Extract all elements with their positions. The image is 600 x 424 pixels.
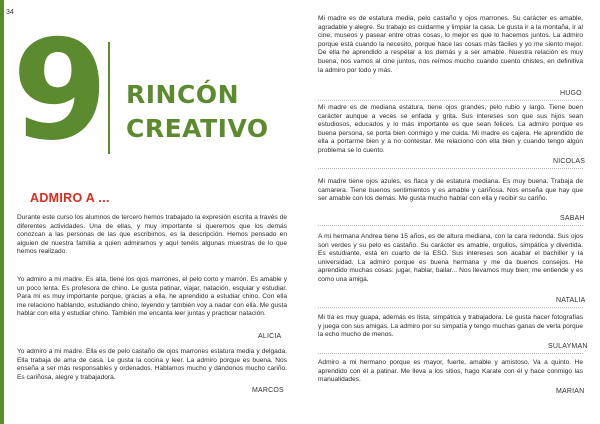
entry-author: ALICIA — [258, 333, 282, 340]
entry-author: HUGO — [560, 90, 582, 97]
entry-text: Yo admiro a mi madre. Es alta, tiene los ojos marrones, el pelo corto y marrón. Es amable y un poco lenta. Es profesora de chino. Le gusta patinar, viajar, natación, esquiar y estudiar. Para mí es muy importante porque, gracias a ella, he aprendido a estudiar chino. Con ella me relaciono hablando, estudiando chino, leyendo y también voy a nadar con ella. Me gusta hablar con ella y estudiar chino. También me encanta leer juntas y practicar natación. — [17, 276, 287, 318]
entry-divider — [318, 307, 583, 308]
entry-author: NATALIA — [556, 297, 586, 304]
entry-author: MARCOS — [252, 387, 284, 394]
section-subtitle: ADMIRO A ... — [30, 191, 110, 205]
title-line-1: RINCÓN — [126, 80, 239, 109]
chapter-number: 9 — [12, 10, 105, 171]
entry-divider — [318, 353, 583, 354]
entry-author: MARIAN — [556, 388, 585, 395]
entry-text: Admiro a mi hermano porque es mayor, fuerte, amable y amistoso. Va a quinto. He aprendido con él a patinar. Me lleva a los sitios, hago Karate con él y hace conmigo las manualidades. — [318, 359, 583, 384]
entry-text: Yo admiro a mi madre. Ella es de pelo castaño de ojos marrones estatura media y delgada. Ella trabaja de ama de casa. Le gusta la cocina y leer. La admiro porque es buena. Nos enseña a ser más responsables y ordenados. Hablamos mucho y dándonos mucho cariño. Es cariñosa, alegre y trabajadora. — [17, 348, 287, 381]
entry-text: Mi madre tiene ojos azules, es flaca y de estatura mediana. Es muy buena. Trabaja de camarera. Tiene buenos sentimientos y es amable y cariñosa. Nos enseña que hay que ser amable con los demás. Me gusta mucho hablar con ella y recibir su cariño. — [318, 178, 583, 203]
entry-author: NICOLAS — [553, 158, 586, 165]
title-line-2: CREATIVO — [126, 114, 269, 143]
entry-divider — [318, 100, 583, 101]
page-edge-strip — [0, 0, 4, 424]
entry-author: SULAYMAN — [548, 343, 588, 350]
entry-divider — [318, 168, 583, 169]
entry-author: SABAH — [560, 215, 585, 222]
title-divider — [108, 42, 110, 154]
page-number: 34 — [6, 9, 14, 16]
entry-divider — [318, 225, 583, 226]
entry-text: Mi madre es de mediana estatura, tiene ojos grandes, pelo rubio y largo. Tiene buen carácter aunque a veces se enfada y grita. Sus intereses son que sus hijos sean estudiosos, educados y lo más importante es que sean felices. La admiro porque es buena persona, se porta bien conmigo y me cuida. Mi madre es cajera. He aprendido de ella a portarme bien y a no contestar. Me relaciono con ella bien y cuando tengo algún problema se lo cuento. — [318, 104, 583, 154]
page-title — [126, 78, 269, 146]
intro-paragraph: Durante este curso los alumnos de tercero hemos trabajado la expresión escrita a través de diferentes actividades. Una de ellas, y muy importante si queremos que los demás conozcan a las personas de las que escribimos, es la descripción. Hemos pensado en alguien de nuestra familia a quien admiramos y aquí tenéis algunas muestras de lo que hemos realizado. — [17, 214, 287, 256]
entry-text: Mi tía es muy guapa, además es lista, simpática y trabajadora. Le gusta hacer fotografías y juega con sus amigas. La admiro por su simpatía y tengo muchas ganas de verla porque la echo mucho de menos. — [318, 314, 583, 339]
entry-text: Mi madre es de estatura media, pelo castaño y ojos marrones. Su carácter es amable, agradable y alegre. Su trabajo es cuidarme y limpiar la casa. Le gusta ir a la montaña, ir al cine, museos y pasear entre otras cosas, lo mejor es que lo hacemos juntos. La admiro porque está cuando la necesito, porque hace las cosas más fáciles y yo me siento mejor. De ella he aprendido a respetar a los demás y a ser amable. Nuestra relación es muy buena, nos vamos al cine juntos, nos reímos mucho cuando cuento chistes, en definitiva la admiro por todo y más. — [318, 15, 583, 74]
entry-text: A mi hermana Andrea tiene 15 años, es de altura mediana, con la cara redonda. Sus ojos son verdes y su pelo es castaño. Su carácter es amable, orgullos, simpática y divertida. Es estudiante, está en cuarto de la ESO. Sus intereses son acabar el bachiller y la universidad. La admiro porque es buena hermana y me da buenos consejos. He aprendido muchas cosas: jugar, hablar, bailar... Nos llevamos muy bien; me entiende y es como una amiga. — [318, 233, 583, 283]
